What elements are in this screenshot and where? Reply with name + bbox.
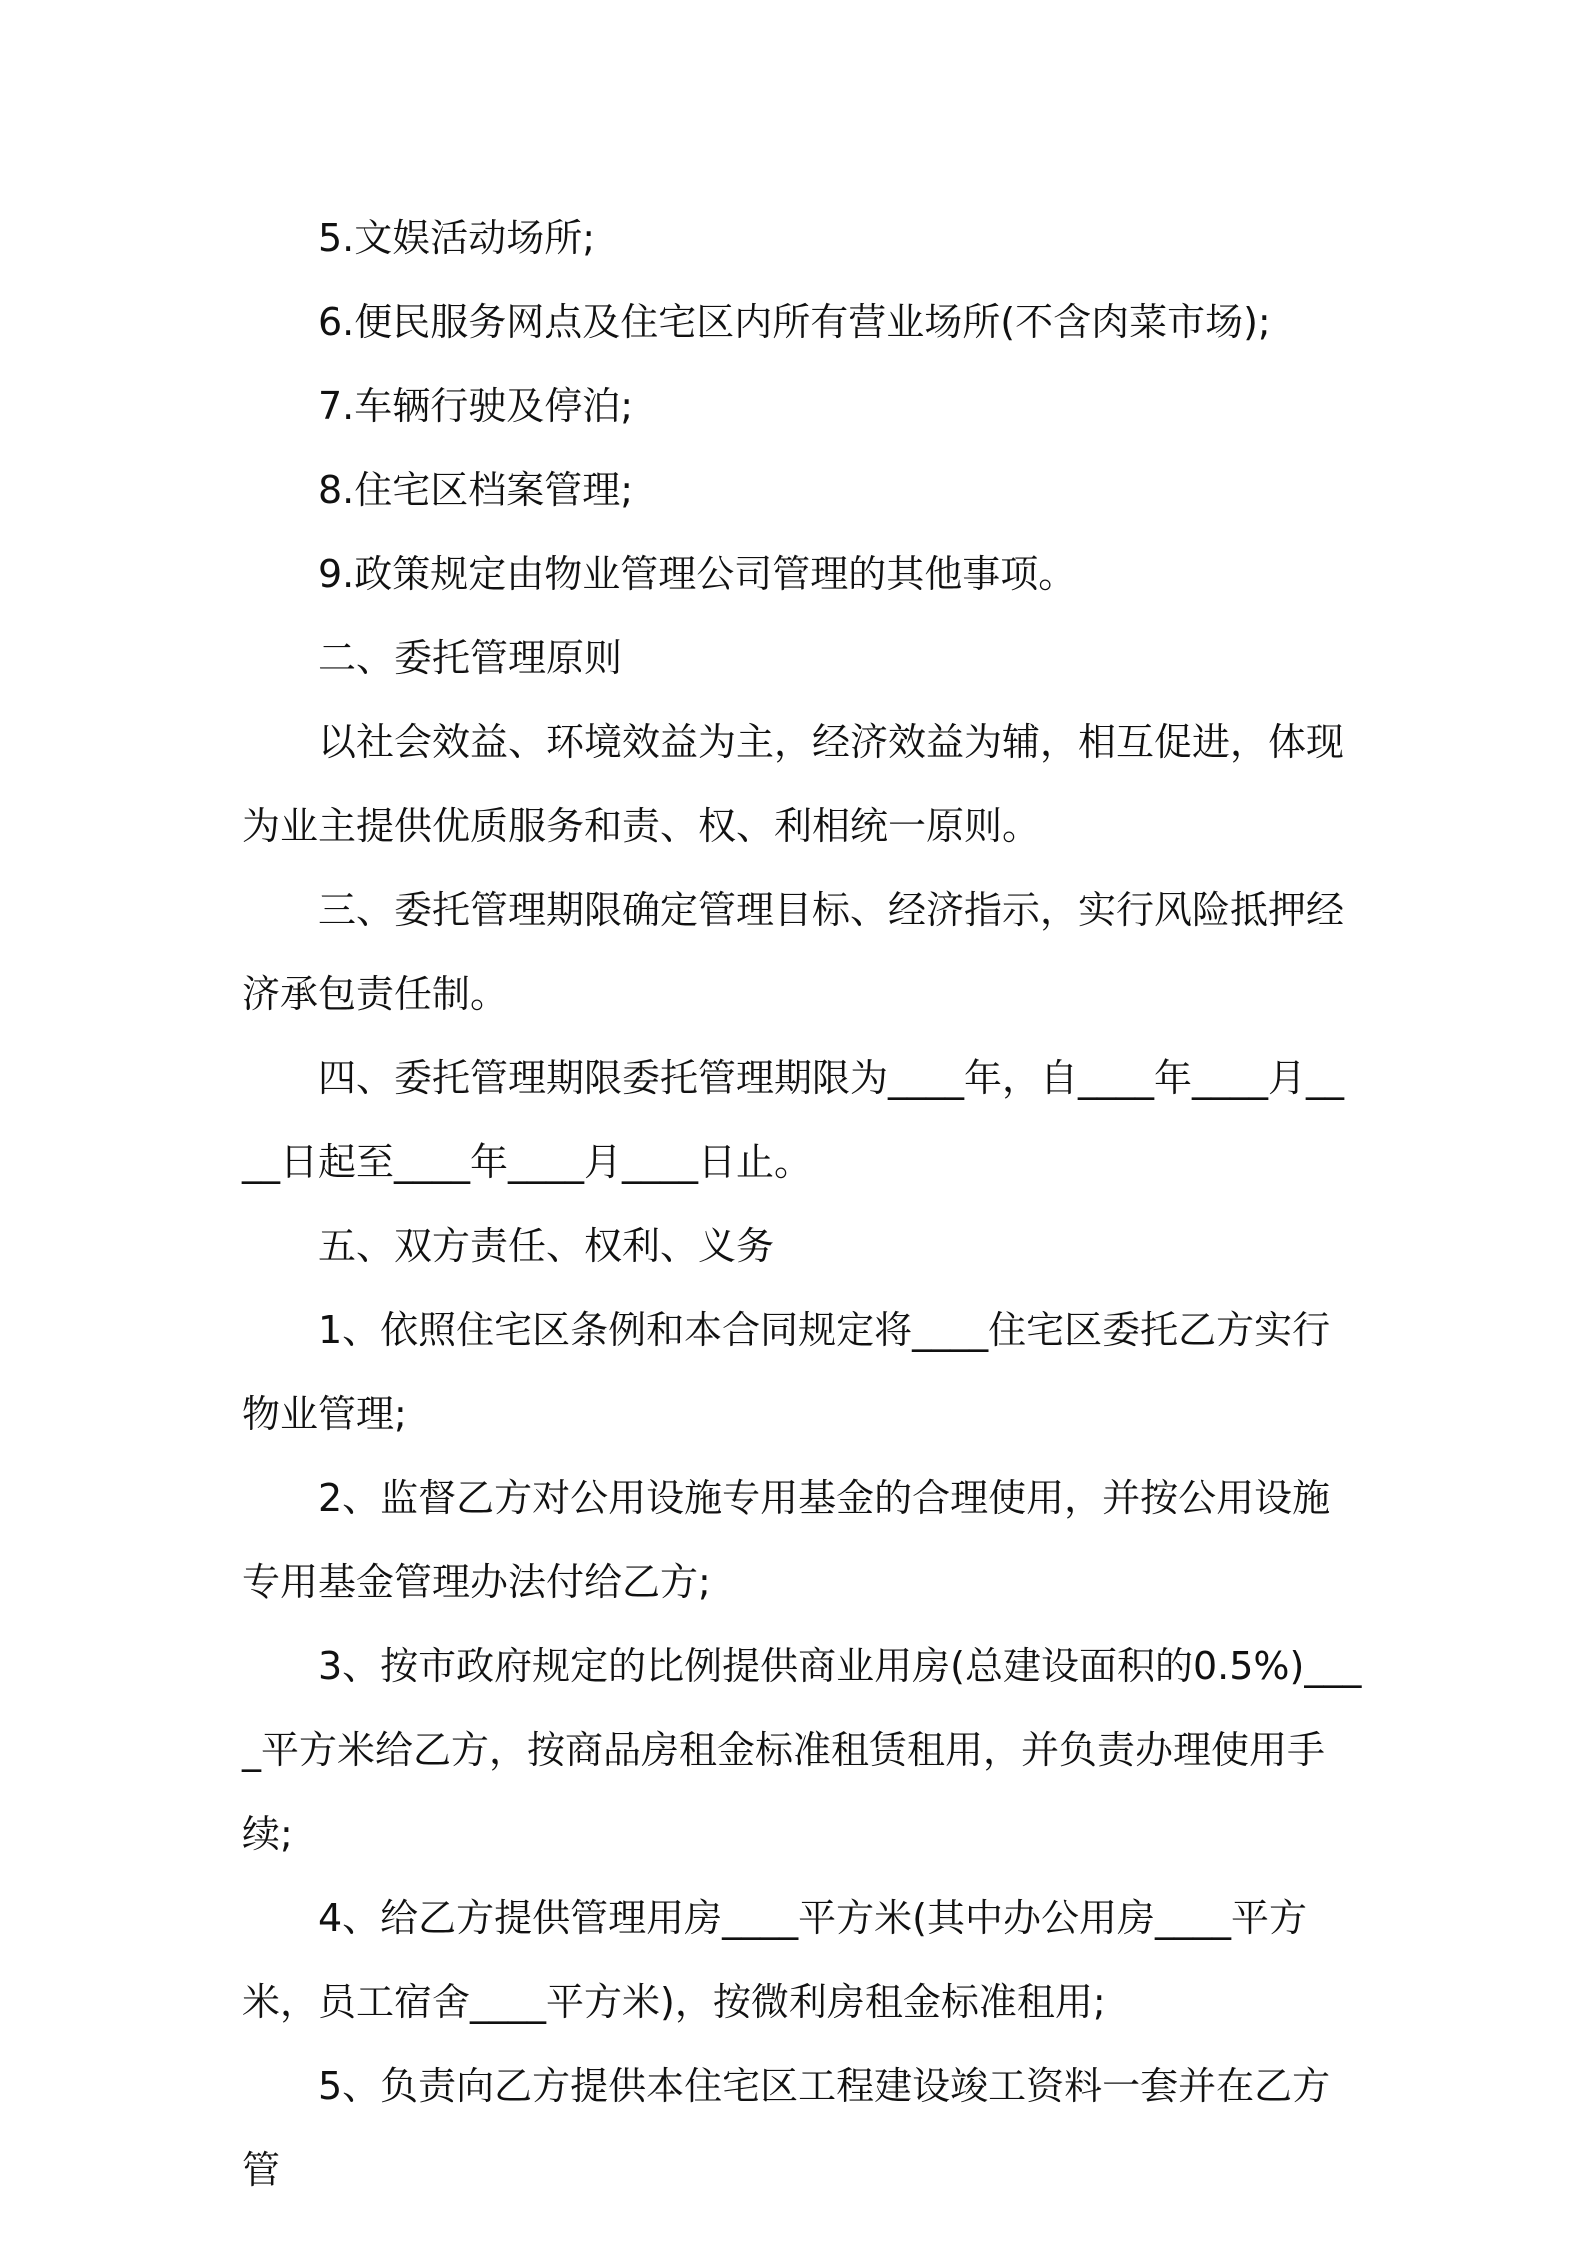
- clause-2: 2、监督乙方对公用设施专用基金的合理使用，并按公用设施专用基金管理办法付给乙方;: [242, 1476, 1331, 1604]
- list-item-other-matters: 9.政策规定由物业管理公司管理的其他事项。: [318, 552, 1077, 596]
- document-body: [242, 196, 1362, 2212]
- clause-3: 3、按市政府规定的比例提供商业用房(总建设面积的0.5%)____平方米给乙方，按商品房租金标准租赁租用，并负责办理使用手续;: [242, 1644, 1362, 1856]
- section-heading-responsibilities: 五、双方责任、权利、义务: [318, 1224, 775, 1268]
- clause-4: 4、给乙方提供管理用房____平方米(其中办公用房____平方米，员工宿舍____平方米)，按微利房租金标准租用;: [242, 1896, 1308, 2024]
- list-item-service-outlets: 6.便民服务网点及住宅区内所有营业场所(不含肉菜市场);: [318, 300, 1271, 344]
- list-item-archive-management: 8.住宅区档案管理;: [318, 468, 634, 512]
- section-heading-principles: 二、委托管理原则: [318, 636, 623, 680]
- section-heading-management-term: 四、委托管理期限委托管理期限为____年，自____年____月____日起至____年____月____日止。: [242, 1056, 1345, 1184]
- clause-1: 1、依照住宅区条例和本合同规定将____住宅区委托乙方实行物业管理;: [242, 1308, 1331, 1436]
- list-item-recreation-venues: 5.文娱活动场所;: [318, 216, 596, 260]
- clause-5: 5、负责向乙方提供本住宅区工程建设竣工资料一套并在乙方管: [242, 2064, 1331, 2192]
- section-heading-management-targets: 三、委托管理期限确定管理目标、经济指示，实行风险抵押经济承包责任制。: [242, 888, 1345, 1016]
- principles-paragraph: 以社会效益、环境效益为主，经济效益为辅，相互促进，体现为业主提供优质服务和责、权、利相统一原则。: [242, 720, 1345, 848]
- list-item-vehicle-parking: 7.车辆行驶及停泊;: [318, 384, 634, 428]
